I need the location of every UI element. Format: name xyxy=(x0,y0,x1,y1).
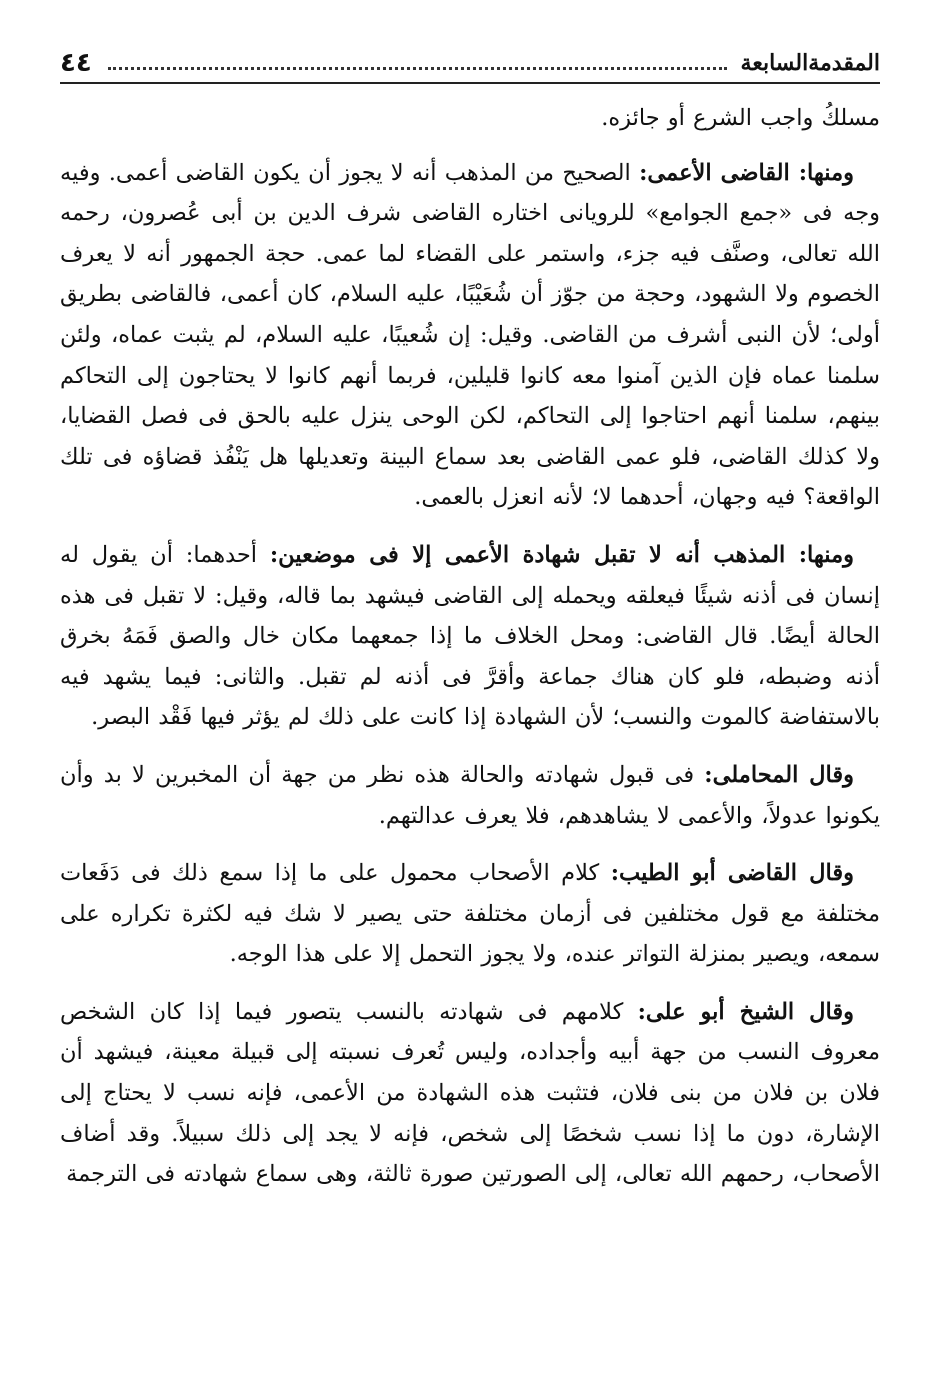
paragraph-lead: ومنها: المذهب أنه لا تقبل شهادة الأعمى إلا فى موضعين: xyxy=(269,541,854,568)
paragraph xyxy=(60,535,880,738)
running-title: المقدمةالسابعة xyxy=(740,50,880,76)
paragraph xyxy=(60,153,880,518)
page-number: ٤٤ xyxy=(60,48,92,78)
paragraph-body: الصحيح من المذهب أنه لا يجوز أن يكون القاضى أعمى. وفيه وجه فى «جمع الجوامع» للرويانى اختاره القاضى شرف الدين بن أبى عُصرون، رحمه الله تعالى، وصنَّف فيه جزء، واستمر على القضاء لما عمى. حجة الجمهور أنه لا يعرف الخصوم ولا الشهود، وحجة من جوّز أن شُعَيْبًا، عليه السلام، كان أعمى، فالقاضى بطريق أولى؛ لأن النبى أشرف من القاضى. وقيل: إن شُعيبًا، عليه السلام، لم يثبت عماه، ولئن سلمنا عماه فإن الذين آمنوا معه كانوا قليلين، فربما أنهم كانوا لا يحتاجون إلى التحاكم بينهم، سلمنا أنهم احتاجوا إلى التحاكم، لكن الوحى ينزل عليه بالحق فى فصل القضايا، ولا كذلك القاضى، فلو عمى القاضى بعد سماع البينة وتعديلها هل يَنْفُذ قضاؤه فى تلك الواقعة؟ فيه وجهان، أحدهما لا؛ لأنه انعزل بالعمى. xyxy=(60,159,880,511)
paragraph-lead: ومنها: القاضى الأعمى: xyxy=(639,159,854,186)
paragraph-body: كلام الأصحاب محمول على ما إذا سمع ذلك فى دَفَعات مختلفة مع قول مختلفين فى أزمان مختلفة حتى يصير لا شك فيه لكثرة تكراره على سمعه، ويصير بمنزلة التواتر عنده، ولا يجوز التحمل إلا على هذا الوجه. xyxy=(60,860,880,968)
paragraph-lead: وقال الشيخ أبو على: xyxy=(637,998,854,1025)
paragraph xyxy=(60,98,880,139)
document-page xyxy=(60,40,880,1360)
paragraph-lead: وقال القاضى أبو الطيب: xyxy=(610,860,854,887)
paragraph-body: مسلكُ واجب الشرع أو جائزه. xyxy=(601,105,880,131)
page-header xyxy=(60,40,880,84)
paragraph xyxy=(60,992,880,1195)
paragraph-lead: وقال المحاملى: xyxy=(704,761,855,788)
paragraph-body: كلامهم فى شهادته بالنسب يتصور فيما إذا كان الشخص معروف النسب من جهة أبيه وأجداده، وليس تُعرف نسبته إلى قبيلة معينة، فيشهد أن فلان بن فلان من بنى فلان، فتثبت هذه الشهادة من الأعمى، فإنه نسب لا يحتاج إلى الإشارة، دون ما إذا نسب شخصًا إلى شخص، فإنه لا يجد إلى ذلك سبيلاً. وقد أضاف الأصحاب، رحمهم الله تعالى، إلى الصورتين صورة ثالثة، وهى سماع شهادته فى الترجمة xyxy=(60,998,880,1188)
body-text xyxy=(60,98,880,1195)
header-dotted-leader xyxy=(108,67,727,70)
paragraph xyxy=(60,755,880,836)
paragraph xyxy=(60,853,880,975)
paragraph-body: أحدهما: أن يقول له إنسان فى أذنه شيئًا فيعلقه ويحمله إلى القاضى فيشهد بما قاله، وقيل: لا تقبل فى هذه الحالة أيضًا. قال القاضى: ومحل الخلاف ما إذا جمعهما مكان خال والصق فَمَهُ بخرق أذنه وضبطه، فلو كان هناك جماعة وأقرَّ فى أذنه لم تقبل. والثانى: فيما يشهد فيه بالاستفاضة كالموت والنسب؛ لأن الشهادة إذا كانت على ذلك لم يؤثر فيها فَقْد البصر. xyxy=(60,541,880,731)
paragraph-body: فى قبول شهادته والحالة هذه نظر من جهة أن المخبرين لا بد وأن يكونوا عدولاً، والأعمى لا يشاهدهم، فلا يعرف عدالتهم. xyxy=(60,761,880,829)
